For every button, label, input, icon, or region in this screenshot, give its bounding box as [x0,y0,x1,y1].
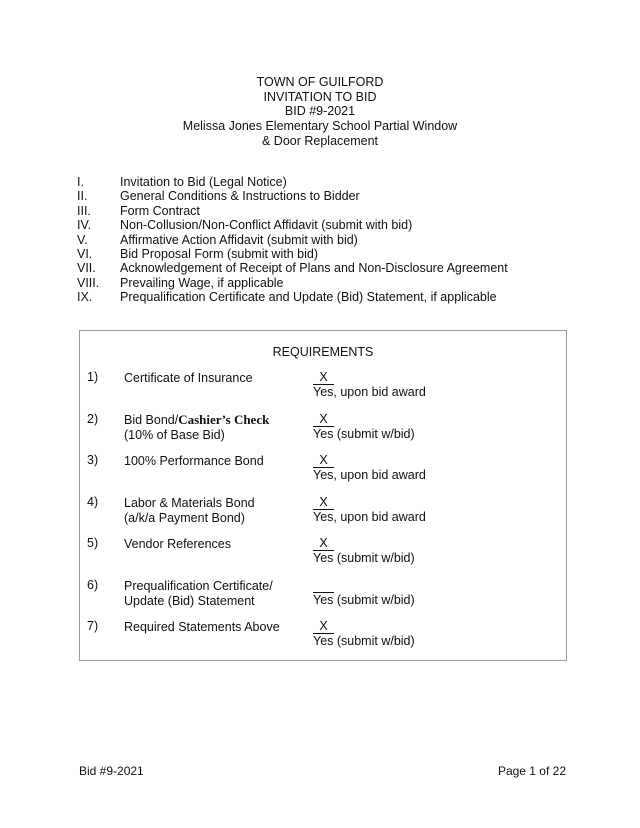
toc-text: Affirmative Action Affidavit (submit with bid) [120,232,358,247]
toc-text: Prequalification Certificate and Update (Bid) Statement, if applicable [120,290,497,305]
requirement-number: 2) [87,411,99,426]
requirement-answer: Yes (submit w/bid) [313,634,415,648]
requirement-label-line2: (a/k/a Payment Bond) [124,510,245,525]
footer-page-number: Page 1 of 22 [497,764,566,778]
requirement-answer: Yes (submit w/bid) [313,592,415,607]
header-invitation: INVITATION TO BID [263,90,377,104]
requirements-box [79,330,567,661]
requirement-check-mark: X [313,412,334,427]
requirement-number: 6) [87,577,99,592]
requirement-label [124,453,264,469]
requirement-number: 3) [87,453,99,467]
header-town: TOWN OF GUILFORD [256,75,384,89]
requirement-check-mark: X [313,495,334,510]
toc-numeral: VII. [77,261,96,276]
requirement-label-text: Labor & Materials Bond [124,495,255,510]
requirement-check-mark: X [313,619,334,634]
requirement-answer: Yes (submit w/bid) [313,551,415,565]
requirement-check-mark: X [313,536,334,551]
footer-bid-number: Bid #9-2021 [79,764,144,778]
requirement-answer: Yes, upon bid award [313,385,426,399]
requirement-check-mark: X [313,453,334,468]
toc-text: Acknowledgement of Receipt of Plans and Non-Disclosure Agreement [120,261,508,276]
toc-numeral: III. [77,203,91,218]
requirement-label-bold: Cashier’s Check [178,411,270,427]
requirement-label-text: Bid Bond/ [124,412,179,427]
requirement-answer: Yes, upon bid award [313,509,426,524]
requirement-label [124,578,273,609]
header-project-cont: & Door Replacement [261,134,379,148]
toc-text: Prevailing Wage, if applicable [120,275,284,290]
toc-text: Form Contract [120,203,200,218]
requirement-label [124,536,231,552]
header-project: Melissa Jones Elementary School Partial Window [182,119,458,133]
requirement-label-text: Prequalification Certificate/ [124,578,273,593]
toc-numeral: II. [77,189,88,204]
toc-text: Invitation to Bid (Legal Notice) [120,175,287,189]
toc-text: Non-Collusion/Non-Conflict Affidavit (submit with bid) [120,218,413,233]
requirement-number: 1) [87,370,99,384]
requirement-answer: Yes (submit w/bid) [313,426,415,441]
requirement-label-text: Certificate of Insurance [124,371,253,385]
requirement-label-line2: (10% of Base Bid) [124,427,225,442]
toc-numeral: IV. [77,218,92,233]
toc-numeral: V. [77,232,88,247]
requirement-check-mark: X [313,370,334,385]
requirement-label [124,370,253,386]
requirement-label [124,495,255,526]
toc-numeral: VIII. [77,275,100,290]
requirement-label [124,412,269,443]
toc-numeral: I. [77,175,84,189]
requirements-title: REQUIREMENTS [272,345,374,359]
requirement-check-mark [313,578,334,593]
requirement-number: 4) [87,494,99,509]
requirement-number: 5) [87,536,99,550]
header-bid-number: BID #9-2021 [284,104,356,118]
requirement-label-line2: Update (Bid) Statement [124,593,255,608]
requirement-label-text: Required Statements Above [124,620,280,634]
requirement-label-text: Vendor References [124,537,232,551]
toc-text: General Conditions & Instructions to Bidder [120,189,360,204]
requirement-label-text: 100% Performance Bond [124,454,264,468]
requirement-number: 7) [87,619,99,633]
requirement-label [124,619,280,635]
toc-numeral: IX. [77,290,93,305]
toc-numeral: VI. [77,247,93,261]
requirement-answer: Yes, upon bid award [313,468,426,482]
toc-text: Bid Proposal Form (submit with bid) [120,247,318,261]
